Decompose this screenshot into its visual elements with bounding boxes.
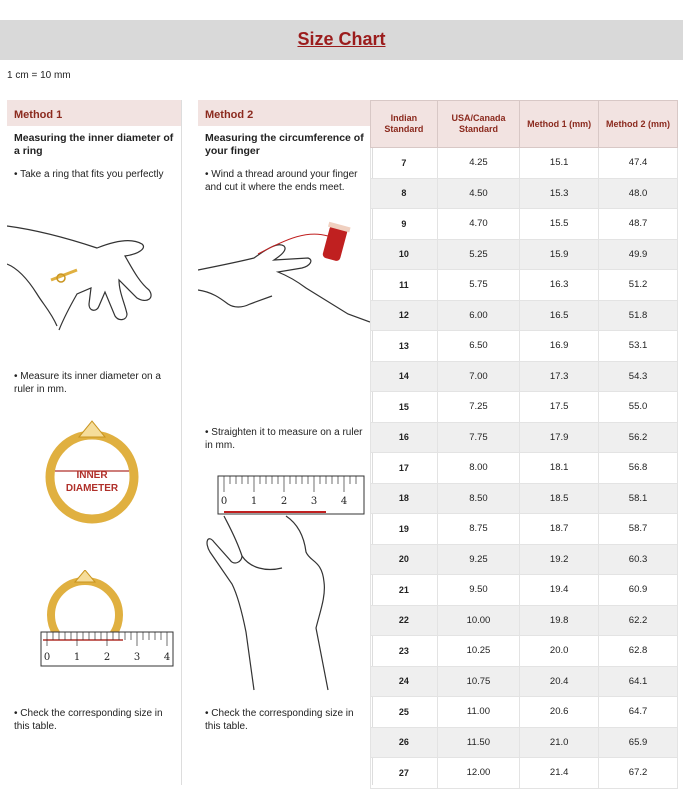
cell-usa-canada: 8.00 bbox=[437, 453, 520, 484]
cell-usa-canada: 6.00 bbox=[437, 300, 520, 331]
ruler-1-num-1: 1 bbox=[73, 652, 81, 663]
cell-indian: 21 bbox=[371, 575, 438, 606]
cell-indian: 19 bbox=[371, 514, 438, 545]
cell-indian: 23 bbox=[371, 636, 438, 667]
cell-method-2: 62.2 bbox=[599, 605, 678, 636]
cell-indian: 20 bbox=[371, 544, 438, 575]
method-1-header: Method 1 bbox=[7, 100, 181, 126]
table-row bbox=[371, 270, 678, 301]
method-2-step-3: • Check the corresponding size in this table. bbox=[205, 708, 354, 732]
cell-method-1: 15.1 bbox=[520, 148, 599, 179]
table-row bbox=[371, 697, 678, 728]
cell-method-1: 17.3 bbox=[520, 361, 599, 392]
cell-usa-canada: 8.50 bbox=[437, 483, 520, 514]
table-row bbox=[371, 514, 678, 545]
cell-indian: 26 bbox=[371, 727, 438, 758]
cell-method-2: 56.2 bbox=[599, 422, 678, 453]
ruler-2-num-4: 4 bbox=[340, 496, 348, 507]
table-row bbox=[371, 239, 678, 270]
ruler-2-num-1: 1 bbox=[250, 496, 258, 507]
cell-indian: 27 bbox=[371, 758, 438, 789]
cell-indian: 11 bbox=[371, 270, 438, 301]
ruler-2-num-0: 0 bbox=[220, 496, 228, 507]
table-row bbox=[371, 636, 678, 667]
cell-usa-canada: 4.70 bbox=[437, 209, 520, 240]
inner-label: INNER bbox=[76, 470, 108, 481]
table-header-row bbox=[371, 101, 678, 148]
cell-usa-canada: 6.50 bbox=[437, 331, 520, 362]
method-1-step-3: • Check the corresponding size in this table. bbox=[14, 708, 163, 732]
ruler-2-num-3: 3 bbox=[310, 496, 318, 507]
ring-on-ruler-icon bbox=[35, 570, 175, 670]
table-row bbox=[371, 392, 678, 423]
cell-method-1: 19.2 bbox=[520, 544, 599, 575]
cell-method-2: 51.2 bbox=[599, 270, 678, 301]
cell-method-2: 47.4 bbox=[599, 148, 678, 179]
method-1-step-1: • Take a ring that fits you perfectly bbox=[14, 169, 164, 180]
cell-method-2: 51.8 bbox=[599, 300, 678, 331]
cell-indian: 24 bbox=[371, 666, 438, 697]
cell-method-2: 67.2 bbox=[599, 758, 678, 789]
table-row bbox=[371, 758, 678, 789]
cell-method-1: 18.5 bbox=[520, 483, 599, 514]
table-row bbox=[371, 575, 678, 606]
cell-usa-canada: 9.25 bbox=[437, 544, 520, 575]
ruler-1-num-0: 0 bbox=[43, 652, 51, 663]
size-table bbox=[370, 100, 678, 789]
cell-indian: 22 bbox=[371, 605, 438, 636]
cell-method-2: 60.3 bbox=[599, 544, 678, 575]
cell-method-2: 49.9 bbox=[599, 239, 678, 270]
cell-usa-canada: 7.25 bbox=[437, 392, 520, 423]
cell-method-2: 48.7 bbox=[599, 209, 678, 240]
col-header-indian: Indian Standard bbox=[371, 101, 438, 148]
cell-method-1: 18.7 bbox=[520, 514, 599, 545]
cell-indian: 25 bbox=[371, 697, 438, 728]
cell-method-1: 20.4 bbox=[520, 666, 599, 697]
cell-indian: 16 bbox=[371, 422, 438, 453]
cell-method-2: 56.8 bbox=[599, 453, 678, 484]
cell-usa-canada: 10.00 bbox=[437, 605, 520, 636]
cell-method-1: 15.3 bbox=[520, 178, 599, 209]
cell-method-1: 21.4 bbox=[520, 758, 599, 789]
cell-method-2: 58.1 bbox=[599, 483, 678, 514]
cell-indian: 12 bbox=[371, 300, 438, 331]
title-banner bbox=[0, 20, 683, 60]
method-1-column bbox=[7, 100, 182, 785]
table-row bbox=[371, 422, 678, 453]
cell-method-2: 48.0 bbox=[599, 178, 678, 209]
cell-indian: 8 bbox=[371, 178, 438, 209]
table-row bbox=[371, 300, 678, 331]
cell-method-1: 17.5 bbox=[520, 392, 599, 423]
cell-indian: 9 bbox=[371, 209, 438, 240]
cell-indian: 13 bbox=[371, 331, 438, 362]
ring-diameter-icon bbox=[27, 415, 157, 525]
cell-usa-canada: 5.25 bbox=[437, 239, 520, 270]
ruler-1-num-2: 2 bbox=[103, 652, 111, 663]
cell-usa-canada: 8.75 bbox=[437, 514, 520, 545]
cell-method-1: 16.5 bbox=[520, 300, 599, 331]
table-row bbox=[371, 453, 678, 484]
cell-indian: 15 bbox=[371, 392, 438, 423]
cell-method-1: 16.9 bbox=[520, 331, 599, 362]
cell-indian: 7 bbox=[371, 148, 438, 179]
size-table-container bbox=[370, 100, 678, 789]
table-row bbox=[371, 666, 678, 697]
unit-note: 1 cm = 10 mm bbox=[7, 70, 71, 81]
cell-usa-canada: 4.50 bbox=[437, 178, 520, 209]
cell-indian: 18 bbox=[371, 483, 438, 514]
cell-indian: 17 bbox=[371, 453, 438, 484]
cell-method-2: 62.8 bbox=[599, 636, 678, 667]
cell-method-1: 19.4 bbox=[520, 575, 599, 606]
diameter-label: DIAMETER bbox=[65, 483, 119, 494]
cell-method-2: 53.1 bbox=[599, 331, 678, 362]
table-row bbox=[371, 727, 678, 758]
ruler-2-num-2: 2 bbox=[280, 496, 288, 507]
method-2-header: Method 2 bbox=[198, 100, 372, 126]
cell-usa-canada: 9.50 bbox=[437, 575, 520, 606]
cell-method-2: 54.3 bbox=[599, 361, 678, 392]
cell-method-2: 58.7 bbox=[599, 514, 678, 545]
cell-method-1: 21.0 bbox=[520, 727, 599, 758]
col-header-method-1: Method 1 (mm) bbox=[520, 101, 599, 148]
cell-usa-canada: 11.00 bbox=[437, 697, 520, 728]
ruler-1-num-3: 3 bbox=[133, 652, 141, 663]
cell-usa-canada: 11.50 bbox=[437, 727, 520, 758]
cell-usa-canada: 12.00 bbox=[437, 758, 520, 789]
cell-usa-canada: 10.75 bbox=[437, 666, 520, 697]
cell-indian: 10 bbox=[371, 239, 438, 270]
method-2-column bbox=[198, 100, 373, 785]
table-row bbox=[371, 605, 678, 636]
col-header-method-2: Method 2 (mm) bbox=[599, 101, 678, 148]
col-header-usa-canada: USA/Canada Standard bbox=[437, 101, 520, 148]
page-title: Size Chart bbox=[297, 29, 386, 49]
table-row bbox=[371, 483, 678, 514]
cell-method-2: 64.7 bbox=[599, 697, 678, 728]
hand-with-ring-illustration bbox=[7, 208, 177, 338]
table-row bbox=[371, 148, 678, 179]
cell-indian: 14 bbox=[371, 361, 438, 392]
cell-usa-canada: 5.75 bbox=[437, 270, 520, 301]
method-2-step-2: • Straighten it to measure on a ruler in mm. bbox=[205, 427, 363, 451]
cell-method-1: 20.6 bbox=[520, 697, 599, 728]
table-row bbox=[371, 209, 678, 240]
finger-on-ruler-illustration bbox=[206, 472, 366, 692]
cell-method-1: 19.8 bbox=[520, 605, 599, 636]
method-1-subtitle: Measuring the inner diameter of a ring bbox=[14, 132, 174, 157]
cell-method-1: 16.3 bbox=[520, 270, 599, 301]
cell-method-1: 15.5 bbox=[520, 209, 599, 240]
cell-method-1: 18.1 bbox=[520, 453, 599, 484]
cell-usa-canada: 10.25 bbox=[437, 636, 520, 667]
method-2-step-1: • Wind a thread around your finger and cut it where the ends meet. bbox=[205, 169, 358, 193]
table-row bbox=[371, 331, 678, 362]
ruler-1-num-4: 4 bbox=[163, 652, 171, 663]
cell-method-1: 17.9 bbox=[520, 422, 599, 453]
table-row bbox=[371, 178, 678, 209]
table-row bbox=[371, 544, 678, 575]
cell-usa-canada: 7.00 bbox=[437, 361, 520, 392]
thread-finger-illustration bbox=[198, 218, 370, 338]
cell-method-2: 60.9 bbox=[599, 575, 678, 606]
cell-method-1: 15.9 bbox=[520, 239, 599, 270]
cell-method-1: 20.0 bbox=[520, 636, 599, 667]
method-2-subtitle: Measuring the circumference of your finger bbox=[205, 132, 364, 157]
cell-method-2: 55.0 bbox=[599, 392, 678, 423]
cell-usa-canada: 4.25 bbox=[437, 148, 520, 179]
cell-method-2: 64.1 bbox=[599, 666, 678, 697]
cell-usa-canada: 7.75 bbox=[437, 422, 520, 453]
method-1-step-2: • Measure its inner diameter on a ruler in mm. bbox=[14, 371, 161, 395]
cell-method-2: 65.9 bbox=[599, 727, 678, 758]
table-row bbox=[371, 361, 678, 392]
